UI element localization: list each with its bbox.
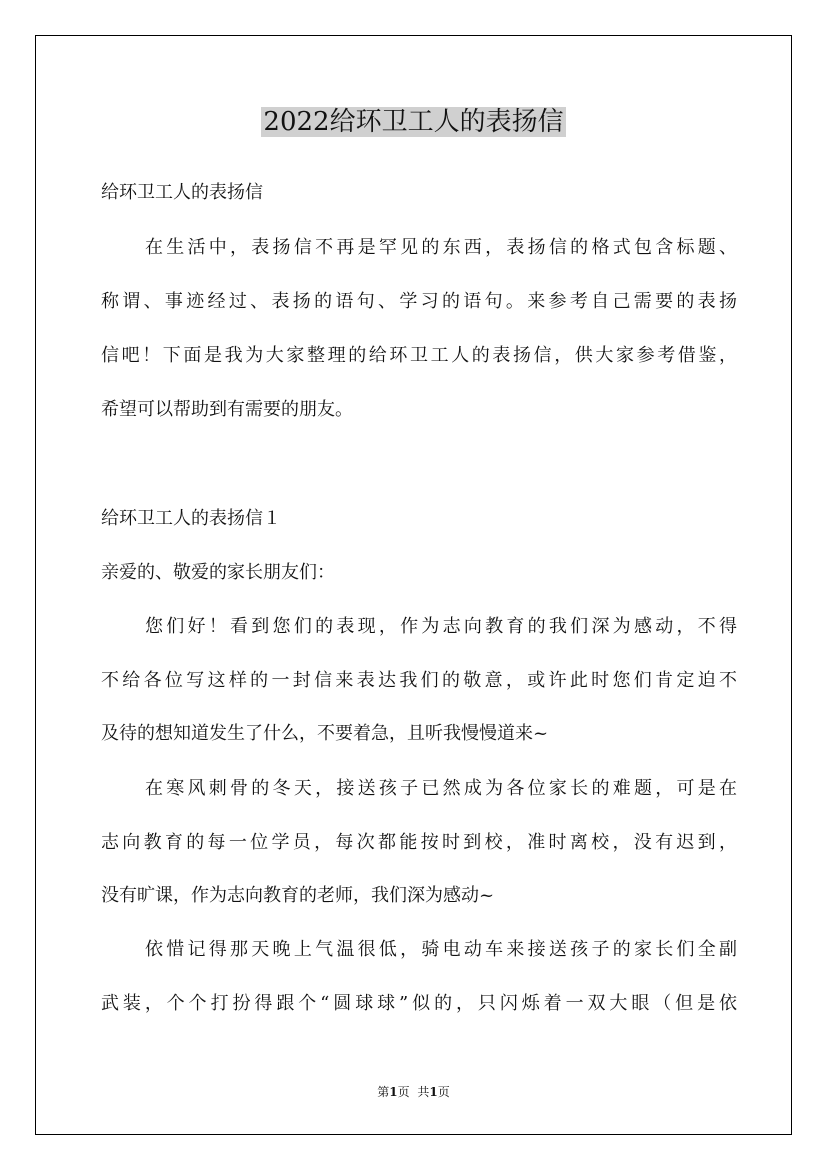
- footer-page-suffix: 页: [397, 1085, 410, 1099]
- footer-total-prefix: 共: [417, 1085, 430, 1099]
- page-footer: [0, 1084, 827, 1100]
- footer-total-pages: 1: [429, 1085, 438, 1099]
- intro-line-3: 信吧！下面是我为大家整理的给环卫工人的表扬信，供大家参考借鉴，: [101, 345, 737, 366]
- document-title: [0, 102, 827, 142]
- letter-heading: 给环卫工人的表扬信: [101, 182, 263, 203]
- intro-line-2: 称谓、事迹经过、表扬的语句、学习的语句。来参考自己需要的表扬: [101, 291, 737, 312]
- para3-line-2: 武装，个个打扮得跟个“圆球球”似的，只闪烁着一双大眼（但是依: [101, 993, 737, 1014]
- para1-line-2: 不给各位写这样的一封信来表达我们的敬意，或许此时您们肯定迫不: [101, 670, 737, 691]
- salutation: 亲爱的、敬爱的家长朋友们：: [101, 562, 335, 583]
- para2-line-1: 在寒风刺骨的冬天，接送孩子已然成为各位家长的难题，可是在: [145, 778, 737, 799]
- para2-line-3: 没有旷课，作为志向教育的老师，我们深为感动~: [101, 885, 495, 906]
- footer-total-suffix: 页: [437, 1085, 450, 1099]
- intro-line-1: 在生活中，表扬信不再是罕见的东西，表扬信的格式包含标题、: [145, 237, 737, 258]
- footer-page-prefix: 第: [377, 1085, 390, 1099]
- para1-line-1: 您们好！看到您们的表现，作为志向教育的我们深为感动，不得: [145, 616, 737, 637]
- para2-line-2: 志向教育的每一位学员，每次都能按时到校，准时离校，没有迟到，: [101, 832, 737, 853]
- para1-line-3: 及待的想知道发生了什么，不要着急，且听我慢慢道来~: [101, 723, 549, 744]
- document-title-text: 2022给环卫工人的表扬信: [263, 107, 564, 137]
- para3-line-1: 依惜记得那天晚上气温很低，骑电动车来接送孩子的家长们全副: [145, 939, 737, 960]
- section-title: 给环卫工人的表扬信１: [101, 508, 281, 529]
- footer-page-number: 1: [389, 1085, 398, 1099]
- intro-line-4: 希望可以帮助到有需要的朋友。: [101, 399, 353, 420]
